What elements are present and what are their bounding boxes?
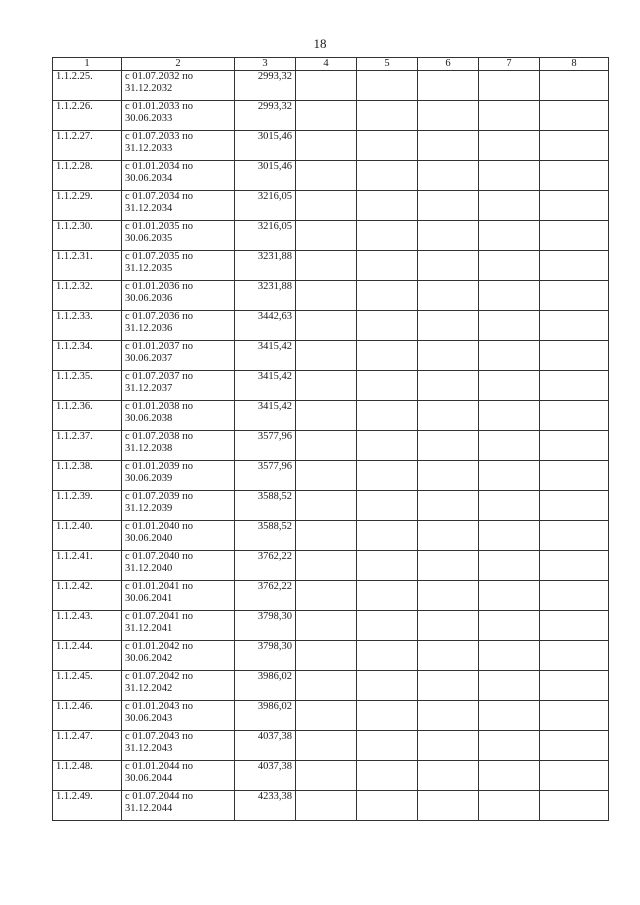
tariff-value-cell: 3415,42 (235, 401, 296, 431)
empty-cell (357, 671, 418, 701)
header-row (53, 58, 609, 71)
period-cell (122, 71, 235, 101)
period-cell (122, 371, 235, 401)
empty-cell (418, 341, 479, 371)
empty-cell (418, 791, 479, 821)
empty-cell (540, 401, 609, 431)
empty-cell (296, 371, 357, 401)
empty-cell (540, 311, 609, 341)
period-start-text: с 01.01.2043 по (125, 701, 194, 712)
empty-cell (296, 461, 357, 491)
period-start-text: с 01.07.2033 по (125, 131, 194, 142)
period-start-text: с 01.01.2038 по (125, 401, 194, 412)
empty-cell (479, 71, 540, 101)
row-number-cell: 1.1.2.31. (53, 251, 122, 281)
tariff-value-cell: 3577,96 (235, 431, 296, 461)
table-row (53, 761, 609, 791)
period-start-text: с 01.07.2038 по (125, 431, 194, 442)
period-cell (122, 281, 235, 311)
period-cell (122, 311, 235, 341)
empty-cell (296, 671, 357, 701)
row-number-cell: 1.1.2.33. (53, 311, 122, 341)
tariff-value-cell: 4037,38 (235, 761, 296, 791)
empty-cell (540, 161, 609, 191)
period-cell (122, 431, 235, 461)
empty-cell (296, 791, 357, 821)
empty-cell (479, 401, 540, 431)
column-header: 7 (479, 58, 540, 71)
tariff-value-cell: 3415,42 (235, 341, 296, 371)
empty-cell (296, 701, 357, 731)
period-start-text: с 01.01.2044 по (125, 761, 194, 772)
empty-cell (479, 101, 540, 131)
empty-cell (357, 431, 418, 461)
empty-cell (418, 461, 479, 491)
empty-cell (540, 101, 609, 131)
empty-cell (540, 731, 609, 761)
period-end-text: 31.12.2035 (125, 263, 173, 274)
period-end-text: 30.06.2042 (125, 653, 173, 664)
empty-cell (540, 671, 609, 701)
period-cell (122, 491, 235, 521)
row-number-cell: 1.1.2.44. (53, 641, 122, 671)
table-row (53, 251, 609, 281)
row-number-cell: 1.1.2.49. (53, 791, 122, 821)
row-number-cell: 1.1.2.47. (53, 731, 122, 761)
tariff-value-cell: 3015,46 (235, 131, 296, 161)
period-end-text: 30.06.2039 (125, 473, 173, 484)
empty-cell (540, 461, 609, 491)
empty-cell (418, 71, 479, 101)
empty-cell (418, 311, 479, 341)
empty-cell (357, 731, 418, 761)
row-number-cell: 1.1.2.29. (53, 191, 122, 221)
period-cell (122, 221, 235, 251)
column-header: 4 (296, 58, 357, 71)
period-cell (122, 731, 235, 761)
period-end-text: 30.06.2040 (125, 533, 173, 544)
table-row (53, 521, 609, 551)
row-number-cell: 1.1.2.34. (53, 341, 122, 371)
table-row (53, 71, 609, 101)
empty-cell (357, 551, 418, 581)
period-cell (122, 401, 235, 431)
period-cell (122, 161, 235, 191)
empty-cell (296, 431, 357, 461)
empty-cell (479, 191, 540, 221)
row-number-cell: 1.1.2.37. (53, 431, 122, 461)
table-row (53, 491, 609, 521)
empty-cell (357, 401, 418, 431)
table-body (53, 71, 609, 821)
empty-cell (418, 251, 479, 281)
empty-cell (296, 761, 357, 791)
empty-cell (418, 161, 479, 191)
row-number-cell: 1.1.2.45. (53, 671, 122, 701)
tariff-value-cell: 3986,02 (235, 671, 296, 701)
row-number-cell: 1.1.2.41. (53, 551, 122, 581)
period-end-text: 31.12.2043 (125, 743, 173, 754)
table-row (53, 401, 609, 431)
table-row (53, 461, 609, 491)
empty-cell (540, 701, 609, 731)
table-row (53, 221, 609, 251)
empty-cell (357, 221, 418, 251)
column-header: 1 (53, 58, 122, 71)
empty-cell (418, 731, 479, 761)
period-cell (122, 761, 235, 791)
table-row (53, 281, 609, 311)
empty-cell (296, 611, 357, 641)
table-row (53, 191, 609, 221)
empty-cell (479, 611, 540, 641)
empty-cell (296, 161, 357, 191)
period-start-text: с 01.01.2036 по (125, 281, 194, 292)
empty-cell (296, 581, 357, 611)
period-cell (122, 341, 235, 371)
period-end-text: 31.12.2034 (125, 203, 173, 214)
period-end-text: 31.12.2036 (125, 323, 173, 334)
empty-cell (418, 191, 479, 221)
tariff-value-cell: 3588,52 (235, 521, 296, 551)
empty-cell (296, 281, 357, 311)
table-row (53, 161, 609, 191)
tariff-value-cell: 3798,30 (235, 611, 296, 641)
period-cell (122, 641, 235, 671)
empty-cell (540, 71, 609, 101)
empty-cell (357, 641, 418, 671)
empty-cell (479, 341, 540, 371)
table-row (53, 371, 609, 401)
empty-cell (357, 71, 418, 101)
period-cell (122, 131, 235, 161)
table-row (53, 701, 609, 731)
period-start-text: с 01.07.2040 по (125, 551, 194, 562)
empty-cell (479, 461, 540, 491)
row-number-cell: 1.1.2.26. (53, 101, 122, 131)
tariff-value-cell: 3216,05 (235, 221, 296, 251)
empty-cell (357, 611, 418, 641)
empty-cell (418, 371, 479, 401)
period-cell (122, 791, 235, 821)
empty-cell (418, 221, 479, 251)
column-header: 2 (122, 58, 235, 71)
empty-cell (540, 491, 609, 521)
row-number-cell: 1.1.2.27. (53, 131, 122, 161)
empty-cell (418, 281, 479, 311)
empty-cell (296, 341, 357, 371)
period-cell (122, 461, 235, 491)
period-start-text: с 01.01.2037 по (125, 341, 194, 352)
empty-cell (540, 761, 609, 791)
period-end-text: 30.06.2041 (125, 593, 173, 604)
tariff-value-cell: 3216,05 (235, 191, 296, 221)
empty-cell (479, 671, 540, 701)
column-header: 6 (418, 58, 479, 71)
period-start-text: с 01.01.2041 по (125, 581, 194, 592)
empty-cell (296, 311, 357, 341)
period-start-text: с 01.07.2034 по (125, 191, 194, 202)
empty-cell (296, 71, 357, 101)
empty-cell (479, 521, 540, 551)
empty-cell (479, 431, 540, 461)
period-end-text: 31.12.2039 (125, 503, 173, 514)
empty-cell (540, 641, 609, 671)
empty-cell (357, 371, 418, 401)
empty-cell (357, 191, 418, 221)
tariff-value-cell: 3015,46 (235, 161, 296, 191)
empty-cell (540, 341, 609, 371)
empty-cell (540, 611, 609, 641)
empty-cell (418, 641, 479, 671)
tariff-value-cell: 3231,88 (235, 281, 296, 311)
period-end-text: 30.06.2038 (125, 413, 173, 424)
empty-cell (296, 521, 357, 551)
empty-cell (296, 131, 357, 161)
period-cell (122, 101, 235, 131)
empty-cell (296, 101, 357, 131)
period-cell (122, 611, 235, 641)
row-number-cell: 1.1.2.42. (53, 581, 122, 611)
tariff-value-cell: 2993,32 (235, 101, 296, 131)
empty-cell (479, 491, 540, 521)
period-start-text: с 01.07.2044 по (125, 791, 194, 802)
column-header: 5 (357, 58, 418, 71)
period-end-text: 30.06.2044 (125, 773, 173, 784)
period-cell (122, 521, 235, 551)
empty-cell (357, 341, 418, 371)
empty-cell (540, 221, 609, 251)
table-row (53, 581, 609, 611)
empty-cell (418, 551, 479, 581)
empty-cell (418, 611, 479, 641)
empty-cell (418, 581, 479, 611)
tariff-value-cell: 3577,96 (235, 461, 296, 491)
empty-cell (296, 221, 357, 251)
period-cell (122, 251, 235, 281)
table-row (53, 731, 609, 761)
empty-cell (479, 161, 540, 191)
row-number-cell: 1.1.2.40. (53, 521, 122, 551)
period-cell (122, 671, 235, 701)
period-start-text: с 01.01.2042 по (125, 641, 194, 652)
table-row (53, 101, 609, 131)
tariff-value-cell: 2993,32 (235, 71, 296, 101)
column-header: 3 (235, 58, 296, 71)
table-row (53, 551, 609, 581)
period-end-text: 31.12.2033 (125, 143, 173, 154)
row-number-cell: 1.1.2.32. (53, 281, 122, 311)
period-start-text: с 01.01.2035 по (125, 221, 194, 232)
empty-cell (418, 131, 479, 161)
empty-cell (357, 521, 418, 551)
row-number-cell: 1.1.2.46. (53, 701, 122, 731)
empty-cell (479, 761, 540, 791)
empty-cell (540, 431, 609, 461)
empty-cell (296, 491, 357, 521)
empty-cell (357, 281, 418, 311)
empty-cell (357, 761, 418, 791)
period-start-text: с 01.01.2040 по (125, 521, 194, 532)
empty-cell (540, 131, 609, 161)
empty-cell (479, 131, 540, 161)
period-start-text: с 01.07.2041 по (125, 611, 194, 622)
empty-cell (479, 371, 540, 401)
tariff-value-cell: 3231,88 (235, 251, 296, 281)
row-number-cell: 1.1.2.39. (53, 491, 122, 521)
period-start-text: с 01.07.2042 по (125, 671, 194, 682)
empty-cell (418, 761, 479, 791)
row-number-cell: 1.1.2.38. (53, 461, 122, 491)
period-cell (122, 701, 235, 731)
row-number-cell: 1.1.2.25. (53, 71, 122, 101)
period-end-text: 31.12.2041 (125, 623, 173, 634)
row-number-cell: 1.1.2.35. (53, 371, 122, 401)
table-row (53, 431, 609, 461)
period-cell (122, 551, 235, 581)
tariff-table (52, 57, 609, 821)
period-start-text: с 01.07.2036 по (125, 311, 194, 322)
empty-cell (357, 461, 418, 491)
period-end-text: 31.12.2038 (125, 443, 173, 454)
empty-cell (357, 491, 418, 521)
empty-cell (479, 581, 540, 611)
empty-cell (357, 791, 418, 821)
empty-cell (357, 131, 418, 161)
period-start-text: с 01.07.2039 по (125, 491, 194, 502)
row-number-cell: 1.1.2.48. (53, 761, 122, 791)
table-row (53, 611, 609, 641)
empty-cell (479, 281, 540, 311)
empty-cell (540, 521, 609, 551)
period-start-text: с 01.01.2033 по (125, 101, 194, 112)
period-start-text: с 01.07.2043 по (125, 731, 194, 742)
empty-cell (296, 551, 357, 581)
empty-cell (540, 281, 609, 311)
empty-cell (418, 491, 479, 521)
empty-cell (479, 311, 540, 341)
empty-cell (418, 401, 479, 431)
row-number-cell: 1.1.2.28. (53, 161, 122, 191)
empty-cell (540, 251, 609, 281)
empty-cell (296, 191, 357, 221)
empty-cell (540, 371, 609, 401)
row-number-cell: 1.1.2.30. (53, 221, 122, 251)
period-end-text: 30.06.2037 (125, 353, 173, 364)
period-end-text: 31.12.2044 (125, 803, 173, 814)
empty-cell (418, 431, 479, 461)
tariff-value-cell: 3588,52 (235, 491, 296, 521)
empty-cell (479, 251, 540, 281)
period-end-text: 31.12.2042 (125, 683, 173, 694)
empty-cell (479, 551, 540, 581)
table-row (53, 341, 609, 371)
empty-cell (540, 551, 609, 581)
empty-cell (479, 791, 540, 821)
table-row (53, 791, 609, 821)
table-row (53, 641, 609, 671)
empty-cell (418, 701, 479, 731)
period-cell (122, 191, 235, 221)
empty-cell (357, 251, 418, 281)
tariff-value-cell: 4233,38 (235, 791, 296, 821)
table-row (53, 131, 609, 161)
empty-cell (418, 101, 479, 131)
empty-cell (357, 581, 418, 611)
empty-cell (357, 161, 418, 191)
period-end-text: 30.06.2035 (125, 233, 173, 244)
tariff-value-cell: 3762,22 (235, 551, 296, 581)
table-row (53, 671, 609, 701)
period-end-text: 30.06.2036 (125, 293, 173, 304)
tariff-value-cell: 4037,38 (235, 731, 296, 761)
table-row (53, 311, 609, 341)
tariff-value-cell: 3798,30 (235, 641, 296, 671)
period-start-text: с 01.07.2037 по (125, 371, 194, 382)
empty-cell (479, 221, 540, 251)
empty-cell (418, 521, 479, 551)
period-end-text: 30.06.2033 (125, 113, 173, 124)
empty-cell (479, 731, 540, 761)
page-number: 18 (313, 36, 327, 51)
period-start-text: с 01.07.2035 по (125, 251, 194, 262)
period-cell (122, 581, 235, 611)
row-number-cell: 1.1.2.43. (53, 611, 122, 641)
period-start-text: с 01.01.2039 по (125, 461, 194, 472)
empty-cell (296, 251, 357, 281)
period-end-text: 31.12.2037 (125, 383, 173, 394)
empty-cell (296, 731, 357, 761)
empty-cell (540, 191, 609, 221)
empty-cell (296, 641, 357, 671)
tariff-value-cell: 3415,42 (235, 371, 296, 401)
period-end-text: 31.12.2040 (125, 563, 173, 574)
empty-cell (357, 311, 418, 341)
empty-cell (418, 671, 479, 701)
period-start-text: с 01.07.2032 по (125, 71, 194, 82)
empty-cell (296, 401, 357, 431)
period-start-text: с 01.01.2034 по (125, 161, 194, 172)
empty-cell (540, 581, 609, 611)
empty-cell (479, 641, 540, 671)
tariff-value-cell: 3442,63 (235, 311, 296, 341)
tariff-value-cell: 3762,22 (235, 581, 296, 611)
empty-cell (479, 701, 540, 731)
tariff-value-cell: 3986,02 (235, 701, 296, 731)
empty-cell (357, 101, 418, 131)
empty-cell (357, 701, 418, 731)
period-end-text: 31.12.2032 (125, 83, 173, 94)
row-number-cell: 1.1.2.36. (53, 401, 122, 431)
column-header: 8 (540, 58, 609, 71)
empty-cell (540, 791, 609, 821)
period-end-text: 30.06.2043 (125, 713, 173, 724)
period-end-text: 30.06.2034 (125, 173, 173, 184)
